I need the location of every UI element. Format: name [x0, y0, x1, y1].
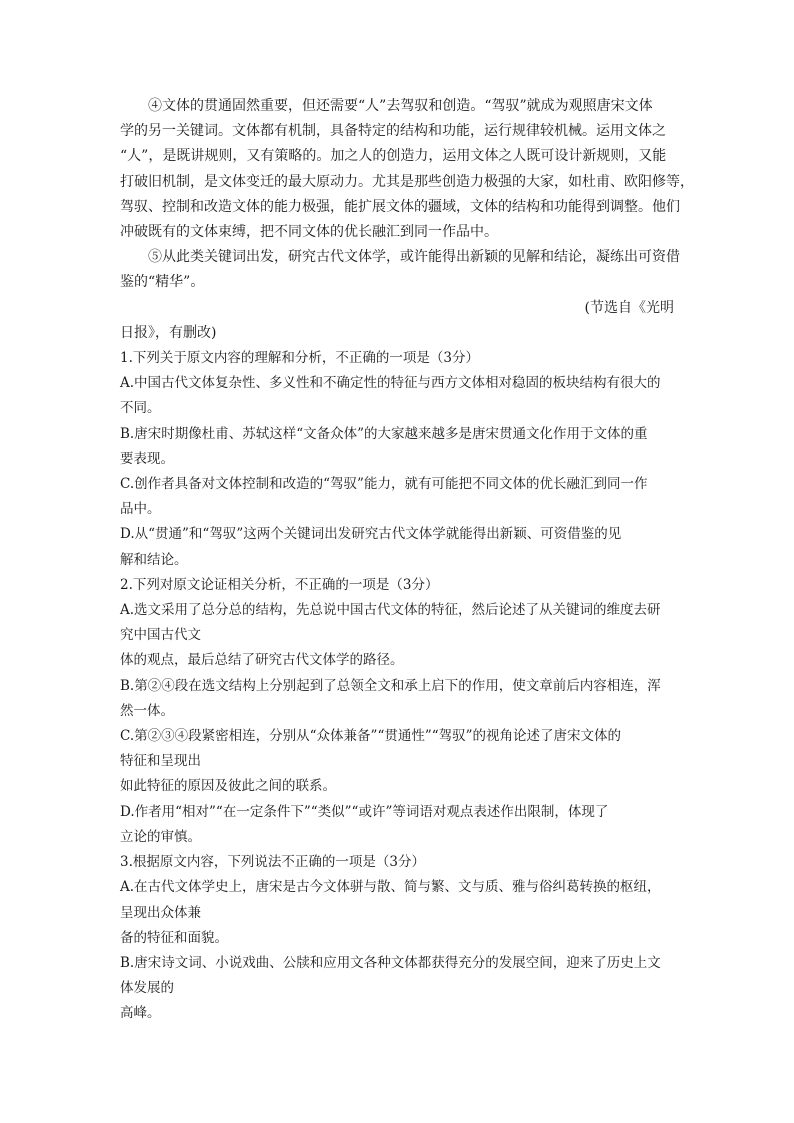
option-line: 呈现出众体兼 [120, 904, 201, 921]
option-line: B.唐宋诗文词、小说戏曲、公牍和应用文各种文体都获得充分的发展空间，迎来了历史上文 [120, 954, 661, 971]
paragraph-4 [120, 94, 694, 245]
text-line: (节选自《光明 [584, 299, 674, 316]
option-line: 究中国古代文 [120, 627, 201, 644]
option-line: B.唐宋时期像杜甫、苏轼这样“文备众体”的大家越来越多是唐宋贯通文化作用于文体的重 [120, 425, 648, 442]
option-line: C.第②③④段紧密相连，分别从“众体兼备”“贯通性”“驾驭”的视角论述了唐宋文体的 [120, 728, 622, 745]
question-stem: 2.下列对原文论证相关分析，不正确的一项是（3分） [120, 576, 439, 593]
option-line: D.从“贯通”和“驾驭”这两个关键词出发研究古代文体学就能得出新颖、可资借鉴的见 [120, 526, 622, 543]
option-line: 然一体。 [120, 702, 174, 719]
source-note [120, 296, 674, 346]
text-line: 打破旧机制，是文体变迁的最大原动力。尤其是那些创造力极强的大家，如杜甫、欧阳修等， [120, 173, 694, 190]
text-line: ④文体的贯通固然重要，但还需要“人”去驾驭和创造。“驾驭”就成为观照唐宋文体 [148, 98, 653, 114]
option-line: C.创作者具备对文体控制和改造的“驾驭”能力，就有可能把不同文体的优长融汇到同一作 [120, 476, 648, 493]
question-3 [120, 850, 674, 1026]
text-line: 鉴的“精华”。 [120, 274, 205, 291]
text-line: 学的另一关键词。文体都有机制，具备特定的结构和功能，运行规律较机械。运用文体之 [120, 123, 666, 140]
option-line: A.选文采用了总分总的结构，先总说中国古代文体的特征，然后论述了从关键词的维度去研 [120, 602, 661, 619]
option-line: A.在古代文体学史上，唐宋是古今文体骈与散、简与繁、文与质、雅与俗纠葛转换的枢纽， [120, 879, 661, 896]
text-line: “人”，是既讲规则，又有策略的。加之人的创造力，运用文体之人既可设计新规则，又能 [120, 148, 667, 165]
question-1 [120, 346, 674, 573]
text-line: 日报》，有删改) [120, 324, 217, 341]
option-line: 品中。 [120, 501, 161, 518]
option-line: B.第②④段在选文结构上分别起到了总领全文和承上启下的作用，使文章前后内容相连，浑 [120, 677, 661, 694]
text-line: ⑤从此类关键词出发，研究古代文体学，或许能得出新颖的见解和结论，凝练出可资借 [148, 249, 680, 266]
paragraph-5 [120, 245, 680, 295]
option-line: D.作者用“相对”“在一定条件下”“类似”“或许”等词语对观点表述作出限制，体现了 [120, 803, 609, 820]
text-line: 冲破既有的文体束缚，把不同文体的优长融汇到同一作品中。 [120, 224, 498, 241]
option-line: 高峰。 [120, 1005, 161, 1022]
option-line: 体发展的 [120, 980, 174, 997]
option-line: 特征和呈现出 [120, 753, 201, 770]
question-2 [120, 573, 674, 850]
option-line: 不同。 [120, 400, 161, 417]
option-line: 要表现。 [120, 450, 174, 467]
option-line: 解和结论。 [120, 551, 188, 568]
option-line: A.中国古代文体复杂性、多义性和不确定性的特征与西方文体相对稳固的板块结构有很大的 [120, 375, 661, 392]
option-line: 如此特征的原因及彼此之间的联系。 [120, 778, 336, 795]
question-stem: 1.下列关于原文内容的理解和分析，不正确的一项是（3分） [120, 350, 479, 367]
option-line: 立论的审慎。 [120, 828, 201, 845]
question-stem: 3.根据原文内容，下列说法不正确的一项是（3分） [120, 854, 425, 871]
option-line: 备的特征和面貌。 [120, 929, 228, 946]
text-line: 驾驭、控制和改造文体的能力极强，能扩展文体的疆域，文体的结构和功能得到调整。他们 [120, 198, 680, 215]
option-line: 体的观点，最后总结了研究古代文体学的路径。 [120, 652, 404, 669]
